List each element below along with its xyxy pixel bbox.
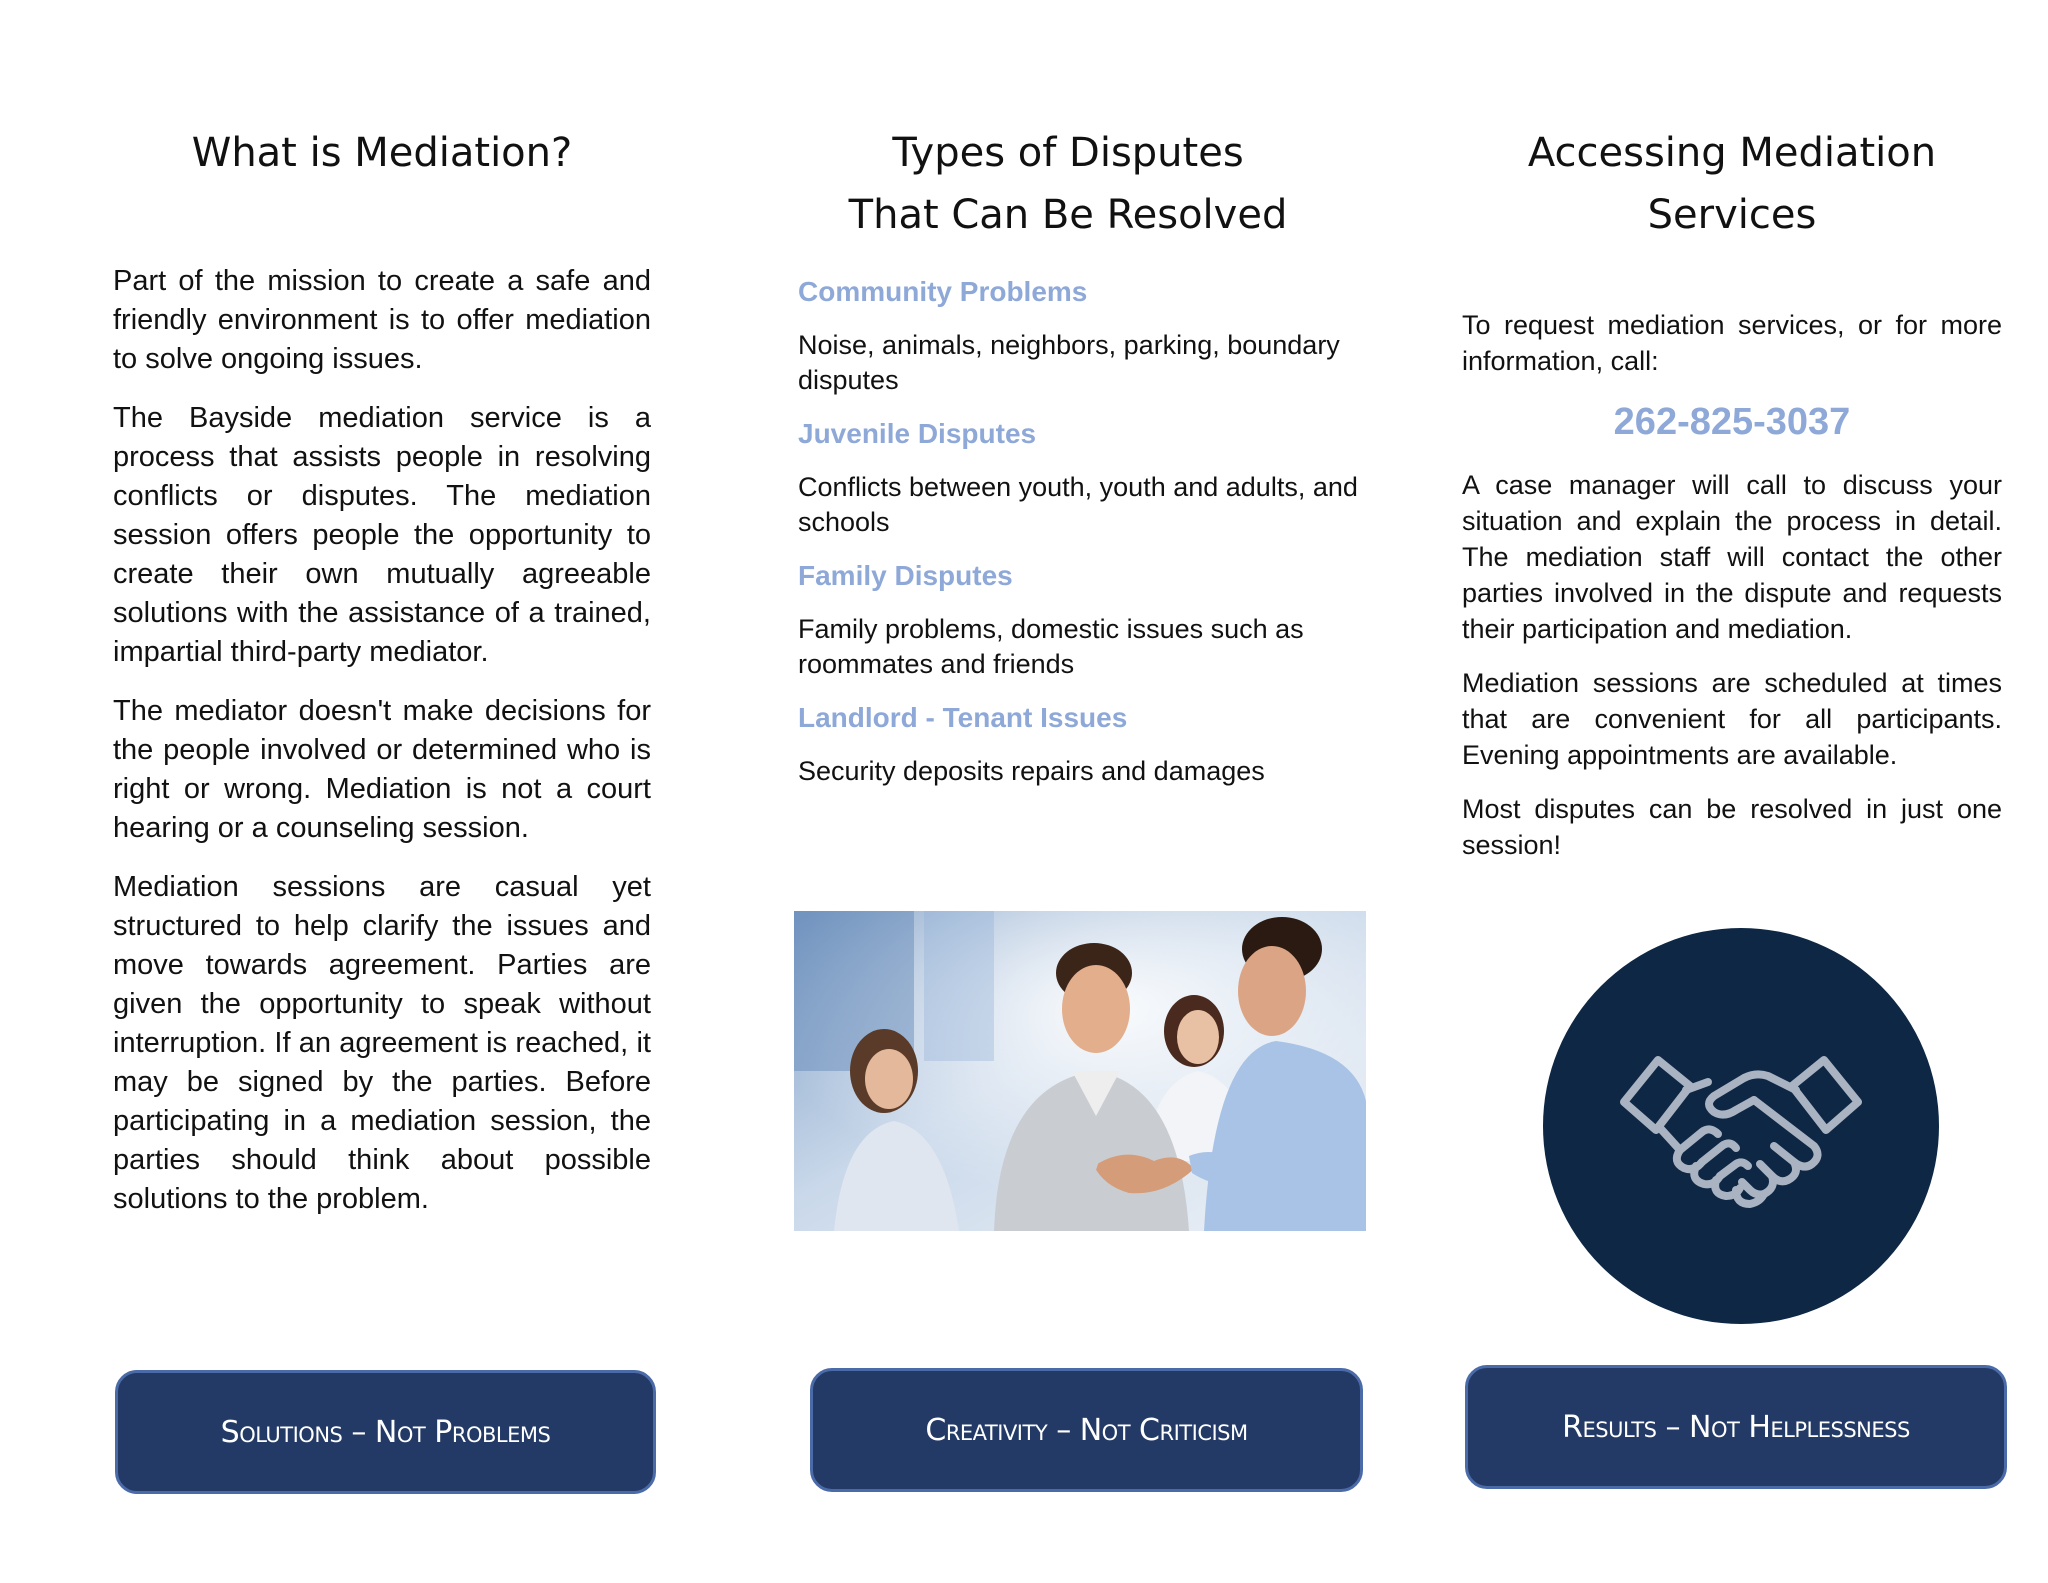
heading-line-2: Services [1647,192,1817,238]
mediation-description [113,262,651,1239]
paragraph: Most disputes can be resolved in just one session! [1462,794,2002,860]
photo-illustration [794,911,1366,1231]
dispute-list [798,274,1368,807]
heading-line-1: Types of Disputes [892,130,1244,176]
types-of-disputes-heading [798,122,1338,246]
dispute-desc-community: Noise, animals, neighbors, parking, boundary disputes [798,330,1340,395]
paragraph: The mediator doesn't make decisions for the people involved or determined who is right or wrong. Mediation is not a court hearing or a counseling session. [113,695,651,844]
heading-text: What is Mediation? [191,130,573,176]
what-is-mediation-heading [113,122,651,184]
people-shaking-hands-photo [794,911,1366,1231]
paragraph: Mediation sessions are scheduled at times that are convenient for all participants. Evening appointments are available. [1462,668,2002,770]
accessing-services-heading [1462,122,2002,246]
dispute-desc-landlord: Security deposits repairs and damages [798,756,1265,786]
paragraph: The Bayside mediation service is a process that assists people in resolving conflicts or disputes. The mediation session offers people the opportunity to create their own mutually agreeable solutions with the assistance of a trained, impartial third-party mediator. [113,402,651,668]
paragraph: A case manager will call to discuss your situation and explain the process in detail. The mediation staff will contact the other parties involved in the dispute and requests their participation and mediation. [1462,470,2002,644]
heading-line-2: That Can Be Resolved [848,192,1288,238]
handshake-icon [1618,1038,1864,1214]
dispute-desc-juvenile: Conflicts between youth, youth and adults, and schools [798,472,1358,537]
creativity-not-criticism-button[interactable]: Creativity – Not Criticism [810,1368,1363,1492]
accessing-services-body [1462,307,2002,881]
solutions-not-problems-button[interactable]: Solutions – Not Problems [115,1370,656,1494]
dispute-title-community: Community Problems [798,276,1088,307]
dispute-title-juvenile: Juvenile Disputes [798,418,1037,449]
intro-text: To request mediation services, or for more information, call: [1462,310,2002,376]
results-not-helplessness-button[interactable]: Results – Not Helplessness [1465,1365,2007,1489]
dispute-title-family: Family Disputes [798,560,1013,591]
paragraph: Mediation sessions are casual yet structured to help clarify the issues and move towards agreement. Parties are given the opportunity to speak without interruption. If an agreement is reached, it may be signed by the parties. Before participating in a mediation session, the parties should think about possible solutions to the problem. [113,871,651,1215]
heading-line-1: Accessing Mediation [1527,130,1937,176]
handshake-badge [1543,928,1939,1324]
paragraph: Part of the mission to create a safe and friendly environment is to offer mediation to solve ongoing issues. [113,265,651,375]
phone-number[interactable]: 262-825-3037 [1613,401,1851,443]
dispute-desc-family: Family problems, domestic issues such as roommates and friends [798,614,1304,679]
dispute-title-landlord: Landlord - Tenant Issues [798,702,1128,733]
